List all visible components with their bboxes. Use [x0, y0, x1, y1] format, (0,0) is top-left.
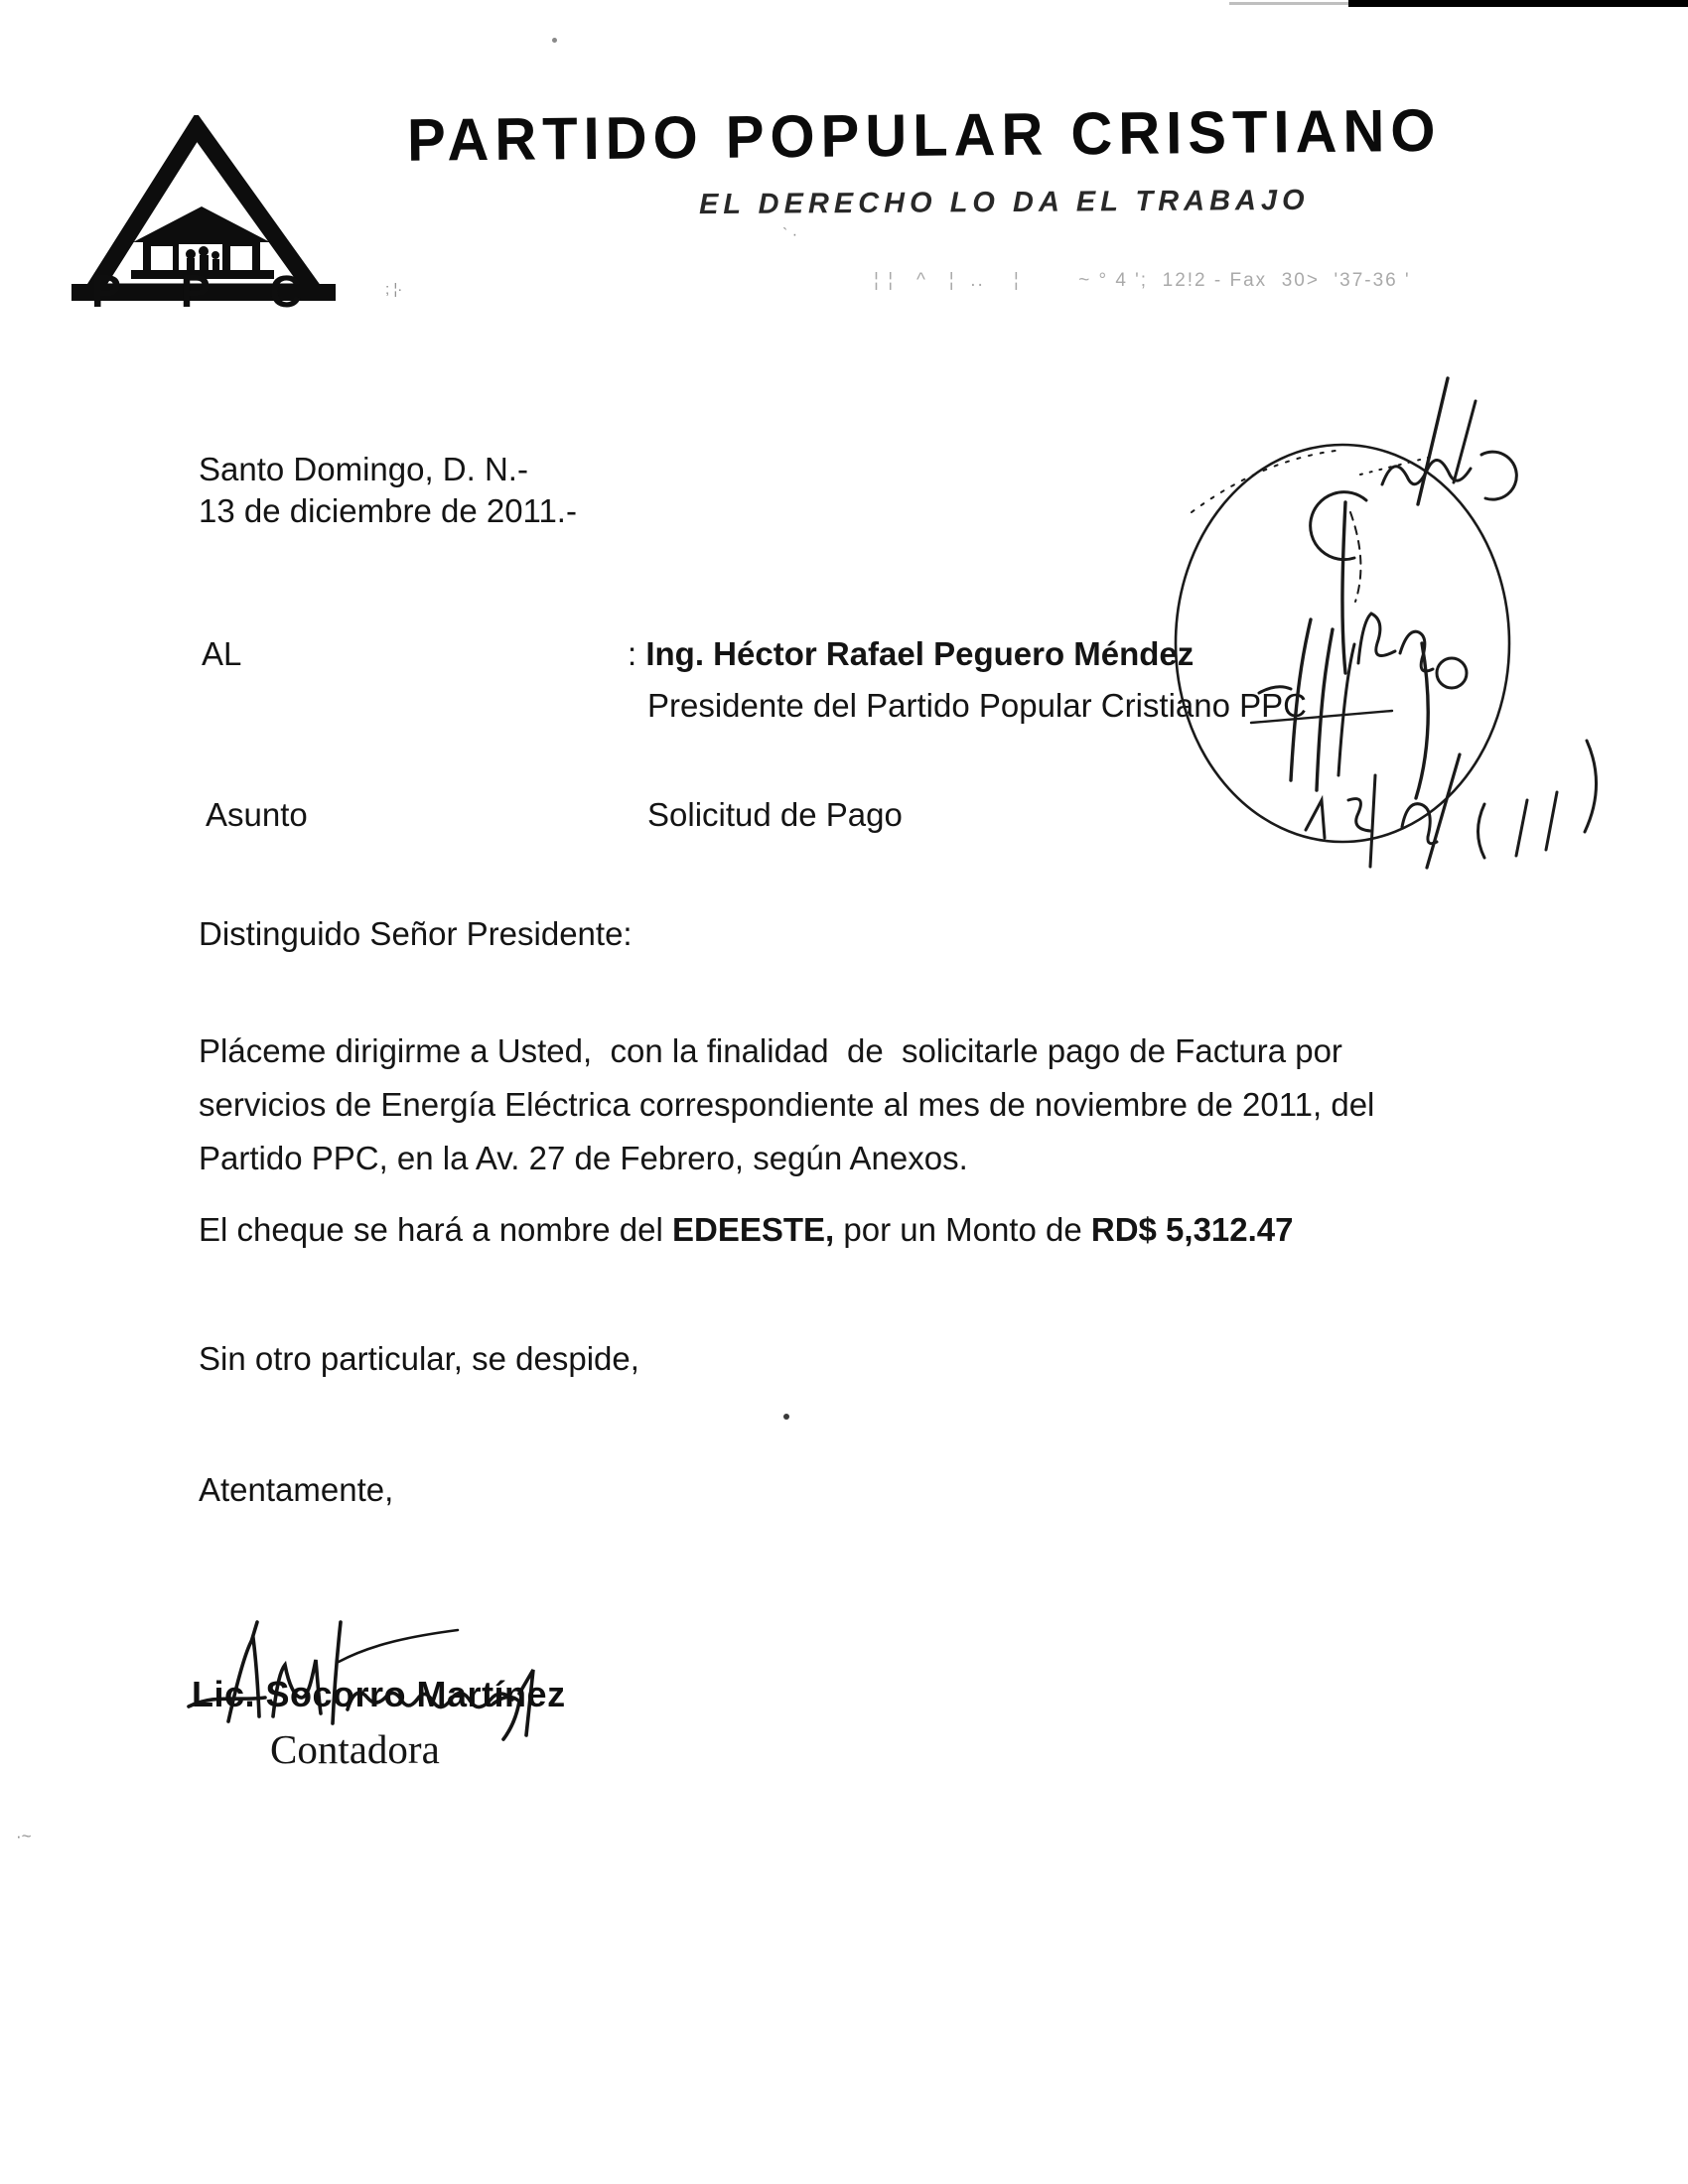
payment-mid: por un Monto de: [834, 1211, 1091, 1248]
closing-line: Sin otro particular, se despide,: [199, 1340, 639, 1377]
header-address-fragments: ¦ ¦ ^ ¦ .. ¦ ~ ° 4 '; 12!2 - Fax 30> '37-36 ': [874, 270, 1411, 291]
farewell-line: Atentamente,: [199, 1471, 394, 1508]
recipient-colon: :: [628, 635, 637, 672]
body-line-2: servicios de Energía Eléctrica correspondiente al mes de noviembre de 2011, del: [199, 1086, 1375, 1123]
salutation: Distinguido Señor Presidente:: [199, 915, 633, 952]
stray-dot: [783, 1414, 789, 1420]
payment-pre: El cheque se hará a nombre del: [199, 1211, 672, 1248]
dateline-date: 13 de diciembre de 2011.-: [199, 492, 577, 529]
header-slogan: EL DERECHO LO DA EL TRABAJO: [698, 184, 1310, 221]
header-title: PARTIDO POPULAR CRISTIANO: [406, 96, 1442, 175]
subject-value: Solicitud de Pago: [647, 796, 903, 833]
signer-name: Lic. Socorro Martínez: [192, 1674, 566, 1714]
recipient-line: [628, 633, 1194, 675]
dateline-city: Santo Domingo, D. N.-: [199, 451, 528, 487]
left-faint-mark: ; ¦·: [385, 281, 403, 298]
signer-title: Contadora: [270, 1726, 440, 1772]
scan-artifact-bar: [1348, 0, 1688, 7]
scan-artifact-faint-bar: [1229, 2, 1350, 5]
faint-marks-under-slogan: ` ·: [782, 226, 798, 243]
approval-annotation-icon: [1132, 328, 1688, 940]
scan-speck: [552, 38, 557, 43]
subject-label: Asunto: [206, 796, 308, 833]
payment-amount: RD$ 5,312.47: [1090, 1211, 1294, 1248]
recipient-title: Presidente del Partido Popular Cristiano PPC: [647, 687, 1308, 724]
bottom-faint-mark: ·~: [16, 1827, 32, 1845]
body-line-1: Pláceme dirigirme a Usted, con la finalidad de solicitarle pago de Factura por: [199, 1032, 1342, 1069]
logo-letters: P P C: [91, 266, 303, 317]
recipient-label: AL: [202, 635, 242, 672]
body-line-3: Partido PPC, en la Av. 27 de Febrero, según Anexos.: [199, 1140, 968, 1176]
payment-payee: EDEESTE,: [671, 1211, 835, 1248]
payment-line: [199, 1209, 1294, 1251]
recipient-name: Ing. Héctor Rafael Peguero Méndez: [645, 635, 1195, 672]
